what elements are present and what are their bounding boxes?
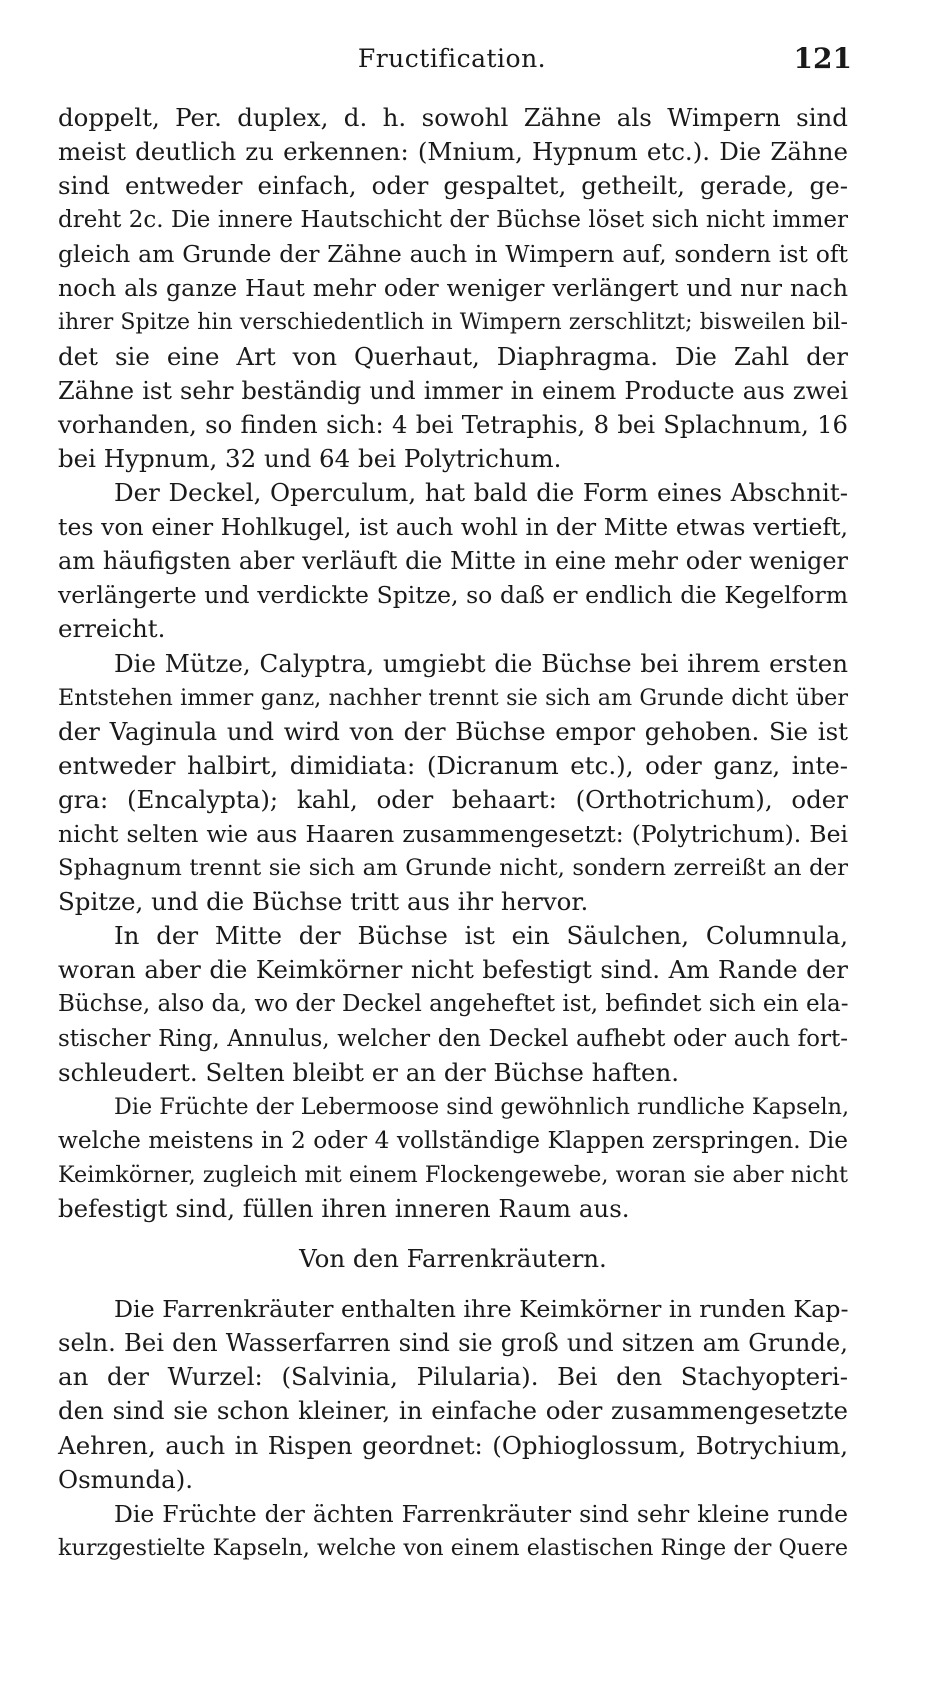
- body-text: [58, 101, 848, 1565]
- text-line: Keimkörner, zugleich mit einem Flockengewebe, woran sie aber nicht: [58, 1161, 848, 1188]
- text-line: Entstehen immer ganz, nachher trennt sie sich am Grunde dicht über: [58, 684, 848, 711]
- page-number: 121: [793, 42, 852, 75]
- text-line: an der Wurzel: (Salvinia, Pilularia). Bei den Stachyopteri-: [58, 1362, 848, 1392]
- text-line: Büchse, also da, wo der Deckel angeheftet ist, befindet sich ein ela-: [58, 991, 849, 1018]
- text-line: Sphagnum trennt sie sich am Grunde nicht, sondern zerreißt an der: [58, 855, 848, 882]
- text-line: det sie eine Art von Querhaut, Diaphragma. Die Zahl der: [58, 341, 848, 371]
- text-line: Die Mütze, Calyptra, umgiebt die Büchse bei ihrem ersten: [114, 648, 848, 678]
- text-line: der Vaginula und wird von der Büchse empor gehoben. Sie ist: [58, 716, 848, 746]
- text-line: erreicht.: [58, 614, 166, 644]
- text-line: tes von einer Hohlkugel, ist auch wohl in der Mitte etwas vertieft,: [58, 513, 848, 542]
- text-line: befestigt sind, füllen ihren inneren Raum aus.: [58, 1194, 630, 1223]
- section-heading: Von den Farrenkräutern.: [299, 1244, 607, 1274]
- text-line: ihrer Spitze hin verschiedentlich in Wimpern zerschlitzt; bisweilen bil-: [58, 309, 848, 335]
- text-line: am häufigsten aber verläuft die Mitte in eine mehr oder weniger: [58, 547, 848, 576]
- text-line: meist deutlich zu erkennen: (Mnium, Hypnum etc.). Die Zähne: [58, 137, 848, 167]
- text-line: Osmunda).: [58, 1464, 194, 1494]
- text-line: welche meistens in 2 oder 4 vollständige Klappen zerspringen. Die: [58, 1126, 848, 1154]
- text-line: woran aber die Keimkörner nicht befestigt sind. Am Rande der: [58, 955, 848, 985]
- text-line: gra: (Encalypta); kahl, oder behaart: (Orthotrichum), oder: [58, 784, 848, 814]
- text-line: In der Mitte der Büchse ist ein Säulchen, Columnula,: [114, 921, 848, 951]
- text-line: vorhanden, so finden sich: 4 bei Tetraphis, 8 bei Splachnum, 16: [58, 409, 848, 439]
- text-line: Aehren, auch in Rispen geordnet: (Ophioglossum, Botrychium,: [58, 1430, 848, 1460]
- text-line: Die Früchte der Lebermoose sind gewöhnlich rundliche Kapseln,: [114, 1093, 850, 1120]
- text-line: Die Farrenkräuter enthalten ihre Keimkörner in runden Kap-: [114, 1295, 849, 1324]
- text-line: Die Früchte der ächten Farrenkräuter sind sehr kleine runde: [114, 1499, 848, 1528]
- text-line: seln. Bei den Wasserfarren sind sie groß und sitzen am Grunde,: [58, 1328, 848, 1358]
- text-line: doppelt, Per. duplex, d. h. sowohl Zähne als Wimpern sind: [58, 103, 848, 132]
- text-line: gleich am Grunde der Zähne auch in Wimpern auf, sondern ist oft: [58, 240, 848, 269]
- text-line: bei Hypnum, 32 und 64 bei Polytrichum.: [58, 443, 562, 473]
- text-line: nicht selten wie aus Haaren zusammengesetzt: (Polytrichum). Bei: [58, 819, 848, 848]
- paragraph-gap: [58, 1226, 848, 1242]
- page-header: [52, 44, 852, 84]
- text-line: den sind sie schon kleiner, in einfache oder zusammengesetzte: [58, 1396, 848, 1426]
- text-line: dreht 2c. Die innere Hautschicht der Büchse löset sich nicht immer: [58, 207, 848, 234]
- text-line: kurzgestielte Kapseln, welche von einem elastischen Ringe der Quere: [58, 1534, 848, 1561]
- text-line: entweder halbirt, dimidiata: (Dicranum etc.), oder ganz, inte-: [58, 750, 848, 780]
- running-title: Fructification.: [357, 44, 547, 73]
- text-line: schleudert. Selten bleibt er an der Büchse haften.: [58, 1057, 680, 1087]
- text-line: noch als ganze Haut mehr oder weniger verlängert und nur nach: [58, 274, 848, 303]
- text-line: stischer Ring, Annulus, welcher den Deckel aufhebt oder auch fort-: [58, 1025, 848, 1052]
- paragraph-gap: [58, 1276, 848, 1292]
- text-line: sind entweder einfach, oder gespaltet, getheilt, gerade, ge-: [58, 171, 848, 201]
- text-line: Spitze, und die Büchse tritt aus ihr hervor.: [58, 887, 589, 917]
- text-line: Zähne ist sehr beständig und immer in einem Producte aus zwei: [58, 376, 848, 405]
- text-line: verlängerte und verdickte Spitze, so daß er endlich die Kegelform: [58, 581, 848, 610]
- text-line: Der Deckel, Operculum, hat bald die Form eines Abschnit-: [114, 478, 848, 508]
